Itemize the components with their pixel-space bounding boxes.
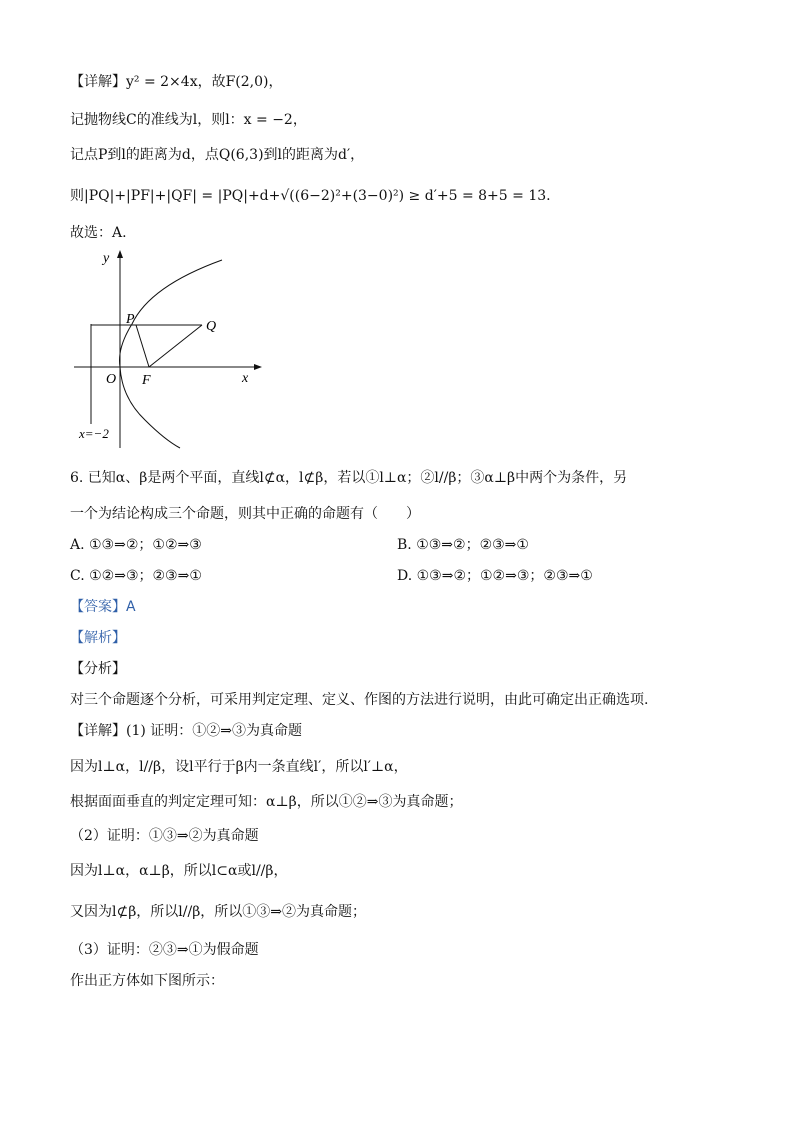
label-f: F bbox=[142, 373, 151, 388]
q6-option-b: B. ①③⇒②；②③⇒① bbox=[397, 537, 529, 553]
proof2-line-1: 因为l⊥α，α⊥β，所以l⊂α或l//β， bbox=[70, 863, 288, 879]
answer-label: 【答案】A bbox=[70, 599, 136, 615]
label-directrix: x=−2 bbox=[79, 426, 109, 441]
label-q: Q bbox=[206, 319, 217, 334]
proof1-title: 【详解】(1) 证明：①②⇒③为真命题 bbox=[70, 723, 303, 739]
detail-line-4: 则|PQ|+|PF|+|QF| = |PQ|+d+√((6−2)²+(3−0)²) ≥ d′+5 = 8+5 = 13. bbox=[70, 188, 551, 204]
proof2-title: （2）证明：①③⇒②为真命题 bbox=[70, 828, 259, 844]
fenxi-text: 对三个命题逐个分析，可采用判定定理、定义、作图的方法进行说明，由此可确定出正确选项. bbox=[70, 692, 649, 708]
y-axis-arrow bbox=[117, 250, 123, 258]
proof3-title: （3）证明：②③⇒①为假命题 bbox=[70, 942, 259, 958]
x-axis-arrow bbox=[254, 364, 262, 370]
label-x: x bbox=[242, 371, 249, 386]
proof1-line-1: 因为l⊥α，l//β，设l平行于β内一条直线l′，所以l′⊥α， bbox=[70, 759, 408, 775]
proof3-line-1: 作出正方体如下图所示： bbox=[70, 973, 224, 989]
proof2-line-2: 又因为l⊄β，所以l//β，所以①③⇒②为真命题； bbox=[70, 904, 367, 920]
fenxi-label: 【分析】 bbox=[70, 661, 126, 677]
q6-option-a: A. ①③⇒②；①②⇒③ bbox=[70, 537, 202, 553]
q6-stem-line-2: 一个为结论构成三个命题，则其中正确的命题有（ ） bbox=[70, 506, 420, 522]
proof1-line-2: 根据面面垂直的判定定理可知：α⊥β，所以①②⇒③为真命题； bbox=[70, 794, 463, 810]
detail-line-2: 记抛物线C的准线为l，则l：x = −2， bbox=[70, 112, 307, 128]
q6-stem-line-1: 6. 已知α、β是两个平面，直线l⊄α，l⊄β，若以①l⊥α；②l//β；③α⊥β中两个为条件，另 bbox=[70, 470, 628, 486]
fq-line bbox=[149, 325, 202, 367]
detail-line-1: 【详解】y² = 2×4x，故F(2,0)， bbox=[70, 74, 283, 90]
detail-line-5: 故选：A. bbox=[70, 225, 127, 241]
label-o: O bbox=[106, 372, 117, 387]
label-y: y bbox=[103, 251, 110, 266]
label-p: P bbox=[126, 312, 135, 327]
detail-line-3: 记点P到l的距离为d，点Q(6,3)到l的距离为d′， bbox=[70, 147, 365, 163]
q6-option-d: D. ①③⇒②；①②⇒③；②③⇒① bbox=[397, 568, 593, 584]
analysis-label: 【解析】 bbox=[70, 630, 126, 646]
parabola-figure bbox=[70, 248, 270, 458]
pf-line bbox=[136, 325, 149, 367]
parabola-curve bbox=[120, 260, 223, 448]
q6-option-c: C. ①②⇒③；②③⇒① bbox=[70, 568, 202, 584]
